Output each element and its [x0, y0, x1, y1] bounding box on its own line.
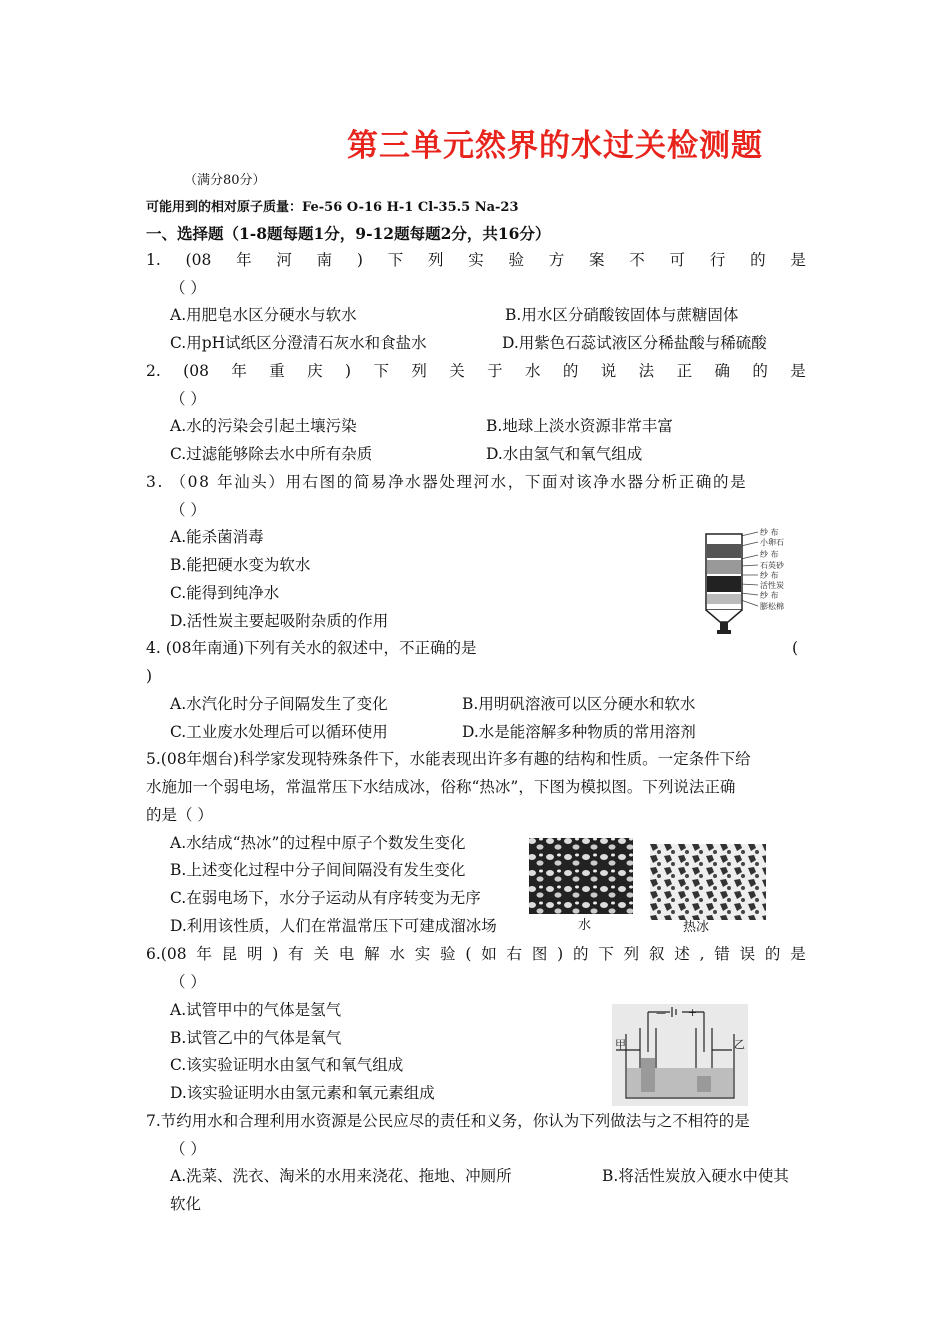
- option-a: A.洗菜、洗衣、淘米的水用来浇花、拖地、冲厕所: [170, 1167, 512, 1185]
- option-d: D.该实验证明水由氢元素和氧元素组成: [170, 1084, 435, 1102]
- question-4: 4. (08年南通)下列有关水的叙述中，不正确的是: [146, 639, 477, 657]
- negative-label: —: [656, 1008, 666, 1019]
- option-c: C.工业废水处理后可以循环使用: [170, 723, 388, 741]
- question-char: ): [272, 945, 279, 963]
- question-2: [146, 361, 806, 381]
- question-6: [146, 944, 806, 964]
- option-d: D.利用该性质，人们在常温常压下可建成溜冰场: [170, 917, 497, 935]
- option-a: A.能杀菌消毒: [170, 528, 264, 546]
- question-char: 河: [276, 251, 292, 269]
- question-char: 实: [414, 945, 431, 963]
- option-b: B.上述变化过程中分子间间隔没有发生变化: [170, 861, 466, 879]
- question-5-line-3: 的是（ ）: [146, 806, 213, 824]
- question-char: ): [345, 362, 352, 380]
- question-char: 关: [449, 362, 465, 380]
- question-char: (: [465, 945, 472, 963]
- question-char: 下: [387, 251, 404, 269]
- question-char: 庆: [307, 362, 323, 380]
- question-char: 法: [638, 362, 655, 380]
- option-b: B.将活性炭放入硬水中使其: [602, 1167, 789, 1185]
- option-d: D.活性炭主要起吸附杂质的作用: [170, 612, 389, 630]
- question-char: 下: [373, 362, 389, 380]
- question-char: 年: [231, 362, 247, 380]
- question-char: 可: [669, 251, 686, 269]
- answer-blank: （ ）: [170, 501, 206, 519]
- question-1: [146, 250, 806, 270]
- question-char: ,: [699, 945, 705, 963]
- question-char: 解: [364, 945, 380, 963]
- option-c: C.过滤能够除去水中所有杂质: [170, 445, 373, 463]
- option-d: D.水是能溶解多种物质的常用溶剂: [462, 723, 696, 741]
- option-d: D.用紫色石蕊试液区分稀盐酸与稀硫酸: [502, 334, 767, 352]
- question-char: 确: [714, 362, 730, 380]
- question-char: (08: [183, 362, 209, 380]
- filter-label: 膨松棉: [760, 602, 784, 611]
- question-char: 1.: [146, 251, 161, 269]
- question-char: 昆: [221, 945, 238, 963]
- question-char: 右: [506, 945, 523, 963]
- option-b: B.试管乙中的气体是氧气: [170, 1029, 342, 1047]
- option-d: D.水由氢气和氧气组成: [486, 445, 643, 463]
- option-c: C.用pH试纸区分澄清石灰水和食盐水: [170, 334, 427, 352]
- tube-yi-label: 乙: [734, 1038, 745, 1051]
- filter-label: 小卵石: [760, 538, 784, 547]
- water-filter-figure: [700, 526, 792, 644]
- question-char: 列: [427, 251, 444, 269]
- question-char: ): [356, 251, 363, 269]
- question-char: 年: [236, 251, 252, 269]
- option-b-continued: 软化: [170, 1195, 202, 1213]
- option-c: C.在弱电场下，水分子运动从有序转变为无序: [170, 889, 481, 907]
- question-char: 图: [531, 945, 548, 963]
- question-char: ): [557, 945, 564, 963]
- option-a: A.试管甲中的气体是氢气: [170, 1001, 342, 1019]
- answer-blank-close: ): [146, 667, 153, 685]
- question-char: 年: [196, 945, 212, 963]
- question-char: 是: [790, 251, 806, 269]
- question-char: 2.: [146, 362, 161, 380]
- answer-blank: （ ）: [170, 390, 206, 408]
- question-char: 有: [288, 945, 304, 963]
- question-5-line-2: 水施加一个弱电场，常温常压下水结成冰，俗称“热冰”，下图为模拟图。下列说法正确: [146, 778, 736, 796]
- option-b: B.地球上淡水资源非常丰富: [486, 417, 673, 435]
- question-char: 的: [750, 251, 766, 269]
- option-a: A.水结成“热冰”的过程中原子个数发生变化: [170, 834, 466, 852]
- question-char: 的: [764, 945, 781, 963]
- filter-label: 纱 布: [760, 528, 779, 537]
- answer-blank: （ ）: [170, 1140, 206, 1158]
- atomic-mass-note: 可能用到的相对原子质量：Fe-56 O-16 H-1 Cl-35.5 Na-23: [146, 200, 519, 215]
- hot-ice-image-label: 热冰: [683, 920, 710, 935]
- question-char: 行: [709, 251, 726, 269]
- question-char: 下: [598, 945, 614, 963]
- option-c: C.该实验证明水由氢气和氧气组成: [170, 1056, 404, 1074]
- question-char: 明: [246, 945, 263, 963]
- option-b: B.用水区分硝酸铵固体与蔗糖固体: [505, 306, 739, 324]
- water-image-label: 水: [578, 918, 592, 933]
- option-a: A.水汽化时分子间隔发生了变化: [170, 695, 388, 713]
- hot-ice-model-image: [648, 842, 768, 922]
- question-char: 说: [600, 362, 617, 380]
- question-char: 重: [269, 362, 285, 380]
- option-b: B.用明矾溶液可以区分硬水和软水: [462, 695, 696, 713]
- question-char: 列: [411, 362, 427, 380]
- question-char: (08: [185, 251, 212, 269]
- question-char: 是: [790, 945, 806, 963]
- question-char: 水: [389, 945, 405, 963]
- question-char: 错: [714, 945, 730, 963]
- question-5-line-1: 5.(08年烟台)科学家发现特殊条件下，水能表现出许多有趣的结构和性质。一定条件下给: [146, 750, 751, 768]
- question-3: 3. （08 年汕头）用右图的简易净水器处理河水，下面对该净水器分析正确的是: [146, 473, 748, 491]
- page-title: 第三单元然界的水过关检测题: [347, 128, 763, 164]
- option-a: A.水的污染会引起土壤污染: [170, 417, 357, 435]
- filter-label: 石英砂: [760, 561, 784, 570]
- option-c: C.能得到纯净水: [170, 584, 280, 602]
- question-char: 的: [752, 362, 768, 380]
- question-char: 案: [589, 251, 605, 269]
- question-char: 正: [676, 362, 693, 380]
- question-char: 关: [313, 945, 329, 963]
- filter-label: 纱 布: [760, 571, 779, 580]
- question-char: 6.(08: [146, 945, 187, 963]
- tube-jia-label: 甲: [615, 1038, 626, 1051]
- question-char: 列: [623, 945, 640, 963]
- answer-blank: （ ）: [170, 279, 206, 297]
- filter-label: 活性炭: [760, 581, 784, 590]
- answer-blank: （ ）: [170, 973, 206, 991]
- positive-label: +: [688, 1006, 698, 1019]
- question-char: 水: [525, 362, 541, 380]
- question-char: 的: [562, 362, 579, 380]
- answer-blank-open: (: [792, 639, 799, 657]
- water-model-image: [527, 836, 637, 916]
- question-char: 验: [508, 251, 524, 269]
- question-char: 的: [573, 945, 589, 963]
- question-char: 于: [487, 362, 503, 380]
- option-a: A.用肥皂水区分硬水与软水: [170, 306, 357, 324]
- electrolysis-figure: [612, 1004, 748, 1106]
- question-7: 7.节约用水和合理利用水资源是公民应尽的责任和义务，你认为下列做法与之不相符的是: [146, 1112, 750, 1130]
- filter-label: 纱 布: [760, 591, 779, 600]
- question-char: 如: [481, 945, 497, 963]
- question-char: 实: [468, 251, 484, 269]
- question-char: 验: [440, 945, 456, 963]
- question-char: 方: [548, 251, 565, 269]
- filter-label: 纱 布: [760, 550, 779, 559]
- question-char: 不: [629, 251, 645, 269]
- question-char: 叙: [648, 945, 665, 963]
- question-char: 误: [739, 945, 756, 963]
- score-note: （满分80分）: [184, 173, 266, 188]
- question-char: 是: [790, 362, 806, 380]
- question-char: 南: [316, 251, 333, 269]
- option-b: B.能把硬水变为软水: [170, 556, 311, 574]
- section-heading: 一、选择题（1-8题每题1分，9-12题每题2分，共16分）: [146, 224, 551, 243]
- question-char: 电: [338, 945, 355, 963]
- question-char: 述: [674, 945, 690, 963]
